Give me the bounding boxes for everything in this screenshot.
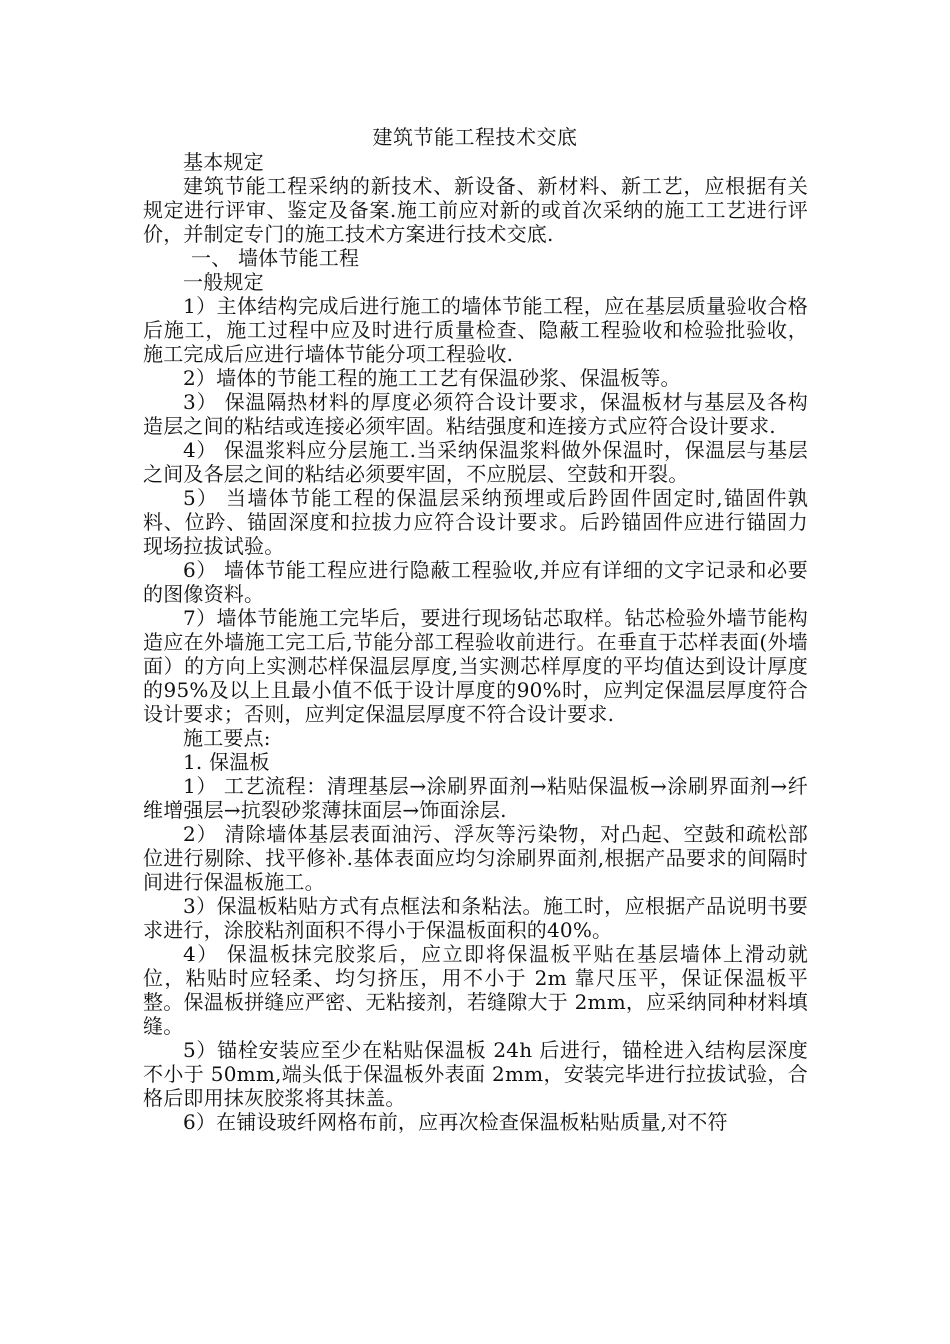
board-item-5: 5）锚栓安装应至少在粘贴保温板 24h 后进行，锚栓进入结构层深度不小于 50mm,端头低于保温板外表面 2mm，安装完毕进行拉拔试验，合格后即用抹灰胶浆将其抹盖。 bbox=[143, 1038, 808, 1110]
board-item-2: 2） 清除墙体基层表面油污、浮灰等污染物，对凸起、空鼓和疏松部位进行剔除、找平修补.基体表面应均匀涂刷界面剂,根据产品要求的间隔时间进行保温板施工。 bbox=[143, 822, 808, 894]
subheading-general-rules: 一般规定 bbox=[183, 270, 264, 294]
subheading-construction-points: 施工要点: bbox=[183, 726, 271, 750]
section-heading-wall: 一、 墙体节能工程 bbox=[191, 246, 360, 270]
rule-item-4: 4） 保温浆料应分层施工.当采纳保温浆料做外保温时，保温层与基层之间及各层之间的粘结必须要牢固，不应脱层、空鼓和开裂。 bbox=[143, 438, 808, 486]
board-item-1: 1） 工艺流程：清理基层→涂刷界面剂→粘贴保温板→涂刷界面剂→纤维增强层→抗裂砂浆薄抹面层→饰面涂层. bbox=[143, 774, 808, 822]
subheading-insulation-board: 1. 保温板 bbox=[183, 750, 270, 774]
section-heading-basic-rules: 基本规定 bbox=[183, 150, 264, 174]
document-title: 建筑节能工程技术交底 bbox=[372, 125, 578, 149]
document-body bbox=[143, 150, 808, 1134]
paragraph-basic-rules: 建筑节能工程采纳的新技术、新设备、新材料、新工艺，应根据有关规定进行评审、鉴定及备案.施工前应对新的或首次采纳的施工工艺进行评价，并制定专门的施工技术方案进行技术交底. bbox=[143, 174, 808, 246]
rule-item-2: 2）墙体的节能工程的施工工艺有保温砂浆、保温板等。 bbox=[183, 366, 681, 390]
rule-item-6: 6） 墙体节能工程应进行隐蔽工程验收,并应有详细的文字记录和必要的图像资料。 bbox=[143, 558, 808, 606]
rule-item-3: 3） 保温隔热材料的厚度必须符合设计要求，保温板材与基层及各构造层之间的粘结或连接必须牢固。粘结强度和连接方式应符合设计要求. bbox=[143, 390, 808, 438]
rule-item-1: 1）主体结构完成后进行施工的墙体节能工程，应在基层质量验收合格后施工，施工过程中应及时进行质量检查、隐蔽工程验收和检验批验收，施工完成后应进行墙体节能分项工程验收. bbox=[143, 294, 808, 366]
board-item-6: 6）在铺设玻纤网格布前，应再次检查保温板粘贴质量,对不符 bbox=[183, 1110, 728, 1134]
rule-item-5: 5） 当墙体节能工程的保温层采纳预埋或后趻固件固定时,锚固件孰料、位趻、锚固深度和拉拔力应符合设计要求。后趻锚固件应进行锚固力现场拉拔试验。 bbox=[143, 486, 808, 558]
rule-item-7: 7）墙体节能施工完毕后，要进行现场钻芯取样。钻芯检验外墙节能构造应在外墙施工完工后,节能分部工程验收前进行。在垂直于芯样表面(外墙面）的方向上实测芯样保温层厚度,当实测芯样厚度的平均值达到设计厚度的95%及以上且最小值不低于设计厚度的90%时，应判定保温层厚度符合设计要求；否则，应判定保温层厚度不符合设计要求. bbox=[143, 606, 808, 726]
board-item-4: 4） 保温板抹完胶浆后，应立即将保温板平贴在基层墙体上滑动就位，粘贴时应轻柔、均匀挤压，用不小于 2m 靠尺压平，保证保温板平整。保温板拼缝应严密、无粘接剂，若缝隙大于 2mm，应采纳同种材料填缝。 bbox=[143, 942, 808, 1038]
board-item-3: 3）保温板粘贴方式有点框法和条粘法。施工时，应根据产品说明书要求进行，涂胶粘剂面积不得小于保温板面积的40%。 bbox=[143, 894, 808, 942]
